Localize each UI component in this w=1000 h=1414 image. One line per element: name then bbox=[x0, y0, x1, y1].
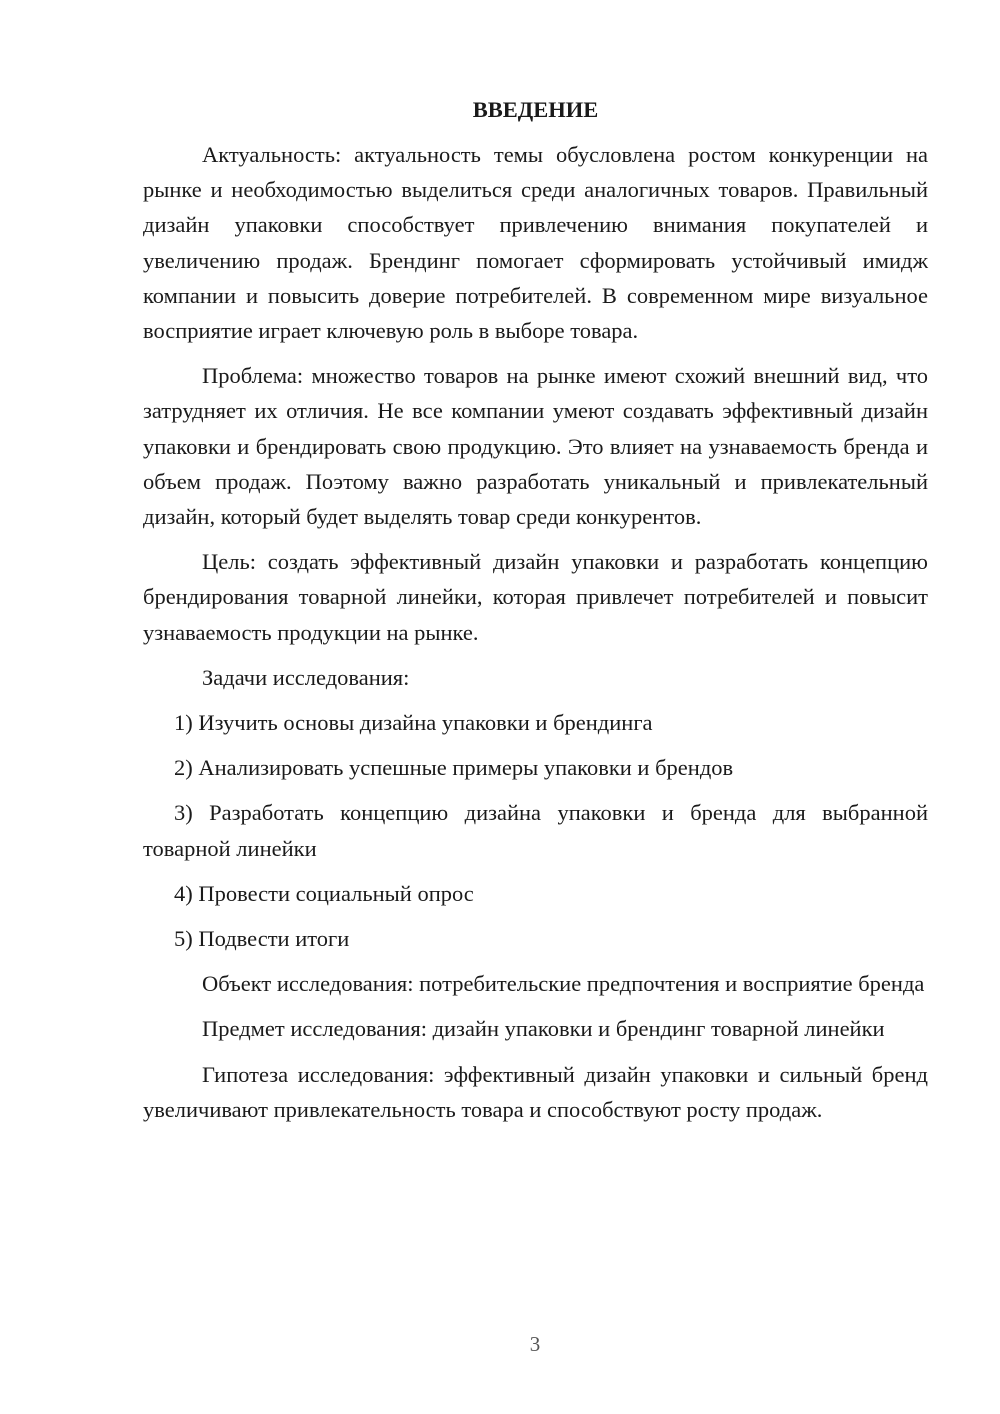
task-item-2: 2) Анализировать успешные примеры упаковки и брендов bbox=[174, 755, 734, 781]
page-number: 3 bbox=[529, 1332, 541, 1356]
task-item-1: 1) Изучить основы дизайна упаковки и брендинга bbox=[174, 710, 653, 736]
tasks-heading: Задачи исследования: bbox=[202, 664, 410, 690]
task-item-5: 5) Подвести итоги bbox=[174, 926, 350, 952]
document-page bbox=[143, 92, 928, 1137]
paragraph-hypothesis: Гипотеза исследования: эффективный дизайн упаковки и сильный бренд увеличивают привлекательность товара и способствуют росту продаж. bbox=[143, 1061, 928, 1122]
paragraph-subject: Предмет исследования: дизайн упаковки и брендинг товарной линейки bbox=[202, 1016, 885, 1042]
paragraph-goal: Цель: создать эффективный дизайн упаковки и разработать концепцию брендирования товарной линейки, которая привлечет потребителей и повысит узнаваемость продукции на рынке. bbox=[143, 549, 928, 645]
page-title: ВВЕДЕНИЕ bbox=[472, 97, 599, 122]
paragraph-object: Объект исследования: потребительские предпочтения и восприятие бренда bbox=[202, 971, 925, 997]
task-item-3: 3) Разработать концепцию дизайна упаковки и бренда для выбранной товарной линейки bbox=[143, 800, 928, 861]
paragraph-problem: Проблема: множество товаров на рынке имеют схожий внешний вид, что затрудняет их отличия. Не все компании умеют создавать эффективный дизайн упаковки и брендировать свою продукцию. Это влияет на узнаваемость бренда и объем продаж. Поэтому важно разработать уникальный и привлекательный дизайн, который будет выделять товар среди конкурентов. bbox=[143, 363, 928, 530]
paragraph-relevance: Актуальность: актуальность темы обусловлена ростом конкуренции на рынке и необходимостью выделиться среди аналогичных товаров. Правильный дизайн упаковки способствует привлечению внимания покупателей и увеличению продаж. Брендинг помогает сформировать устойчивый имидж компании и повысить доверие потребителей. В современном мире визуальное восприятие играет ключевую роль в выборе товара. bbox=[143, 142, 928, 344]
task-item-4: 4) Провести социальный опрос bbox=[174, 880, 474, 906]
